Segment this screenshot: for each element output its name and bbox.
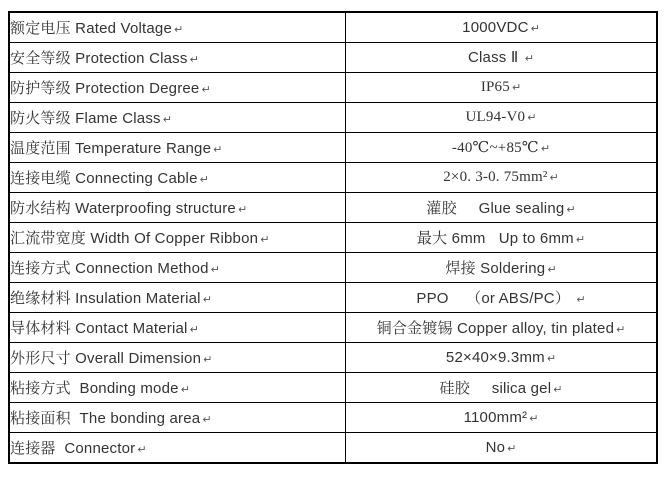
spec-value-text: 最大 6mm Up to 6mm <box>416 229 574 247</box>
spec-label-waterproofing <box>9 192 346 222</box>
spec-label-connector <box>9 432 346 463</box>
spec-label-text: 温度范围 Temperature Range <box>10 139 212 157</box>
paragraph-mark-icon: ↵ <box>527 112 537 125</box>
paragraph-mark-icon: ↵ <box>576 293 586 306</box>
spec-value-text: PPO （or ABS/PC） <box>416 289 575 307</box>
table-row <box>9 402 657 432</box>
paragraph-mark-icon: ↵ <box>180 383 190 396</box>
paragraph-mark-icon: ↵ <box>202 413 212 426</box>
spec-value-ribbon-width <box>346 222 658 252</box>
table-row <box>9 162 657 192</box>
spec-label-overall-dimension <box>9 342 346 372</box>
paragraph-mark-icon: ↵ <box>575 233 586 246</box>
spec-label-text: 连接方式 Connection Method <box>10 259 209 277</box>
spec-label-connection-method <box>9 252 346 282</box>
spec-label-bonding-area <box>9 402 346 432</box>
spec-label-text: 粘接方式 Bonding mode <box>10 379 179 397</box>
paragraph-mark-icon: ↵ <box>507 442 517 455</box>
paragraph-mark-icon: ↵ <box>199 173 209 186</box>
spec-label-contact-material <box>9 312 346 342</box>
table-row <box>9 282 657 312</box>
spec-value-temperature-range <box>346 132 658 162</box>
paragraph-mark-icon: ↵ <box>524 53 535 66</box>
spec-value-text: 2×0. 3-0. 75mm² <box>443 169 548 186</box>
spec-value-connecting-cable <box>346 162 658 192</box>
spec-value-bonding-mode <box>346 372 658 402</box>
spec-value-text: No <box>485 438 506 456</box>
spec-value-waterproofing <box>346 192 658 222</box>
table-row <box>9 12 657 43</box>
spec-label-text: 粘接面积 The bonding area <box>10 409 201 427</box>
specification-table <box>8 11 658 464</box>
spec-label-text: 绝缘材料 Insulation Material <box>10 289 201 307</box>
spec-label-text: 额定电压 Rated Voltage <box>10 20 173 37</box>
spec-value-text: 硅胶 silica gel <box>439 379 552 397</box>
paragraph-mark-icon: ↵ <box>530 23 540 35</box>
spec-label-text: 连接器 Connector <box>10 439 136 457</box>
spec-label-rated-voltage <box>9 12 346 43</box>
spec-label-text: 防火等级 Flame Class <box>10 109 161 127</box>
spec-label-protection-degree <box>9 72 346 102</box>
table-row <box>9 312 657 342</box>
paragraph-mark-icon: ↵ <box>210 263 220 276</box>
spec-value-text: 铜合金镀锡 Copper alloy, tin plated <box>376 319 615 337</box>
spec-value-connection-method <box>346 252 658 282</box>
spec-label-flame-class <box>9 102 346 132</box>
spec-value-contact-material <box>346 312 658 342</box>
table-row <box>9 132 657 162</box>
spec-value-text: 灌胶 Glue sealing <box>426 199 565 217</box>
table-row <box>9 43 657 73</box>
paragraph-mark-icon: ↵ <box>547 263 557 276</box>
spec-value-text: 焊接 Soldering <box>445 259 546 277</box>
table-row <box>9 222 657 252</box>
paragraph-mark-icon: ↵ <box>203 353 213 366</box>
spec-label-insulation-material <box>9 282 346 312</box>
paragraph-mark-icon: ↵ <box>237 203 248 216</box>
paragraph-mark-icon: ↵ <box>137 443 147 456</box>
paragraph-mark-icon: ↵ <box>616 323 626 336</box>
paragraph-mark-icon: ↵ <box>213 143 223 156</box>
spec-label-text: 导体材料 Contact Material <box>10 319 188 337</box>
paragraph-mark-icon: ↵ <box>540 142 551 155</box>
spec-value-text: Class Ⅱ <box>467 49 523 67</box>
paragraph-mark-icon: ↵ <box>260 233 270 246</box>
spec-value-bonding-area <box>346 402 658 432</box>
paragraph-mark-icon: ↵ <box>201 83 211 96</box>
spec-label-text: 连接电缆 Connecting Cable <box>10 169 198 187</box>
paragraph-mark-icon: ↵ <box>529 412 539 425</box>
spec-label-text: 防水结构 Waterproofing structure <box>10 199 236 217</box>
spec-value-connector <box>346 432 658 463</box>
spec-value-text: 52×40×9.3mm <box>445 348 545 366</box>
spec-value-text: 1000VDC <box>462 19 529 36</box>
table-row <box>9 102 657 132</box>
spec-value-text: UL94-V0 <box>465 109 526 126</box>
table-row <box>9 342 657 372</box>
paragraph-mark-icon: ↵ <box>189 323 199 336</box>
spec-value-flame-class <box>346 102 658 132</box>
spec-label-ribbon-width <box>9 222 346 252</box>
spec-value-rated-voltage <box>346 12 658 43</box>
paragraph-mark-icon: ↵ <box>202 293 212 306</box>
paragraph-mark-icon: ↵ <box>511 82 522 95</box>
table-row <box>9 72 657 102</box>
spec-value-protection-degree <box>346 72 658 102</box>
paragraph-mark-icon: ↵ <box>174 24 184 36</box>
paragraph-mark-icon: ↵ <box>546 352 557 365</box>
paragraph-mark-icon: ↵ <box>189 53 199 66</box>
paragraph-mark-icon: ↵ <box>162 113 172 126</box>
spec-label-bonding-mode <box>9 372 346 402</box>
spec-label-protection-class <box>9 43 346 73</box>
paragraph-mark-icon: ↵ <box>549 172 559 185</box>
spec-label-temperature-range <box>9 132 346 162</box>
spec-label-text: 安全等级 Protection Class <box>10 49 188 67</box>
spec-label-text: 防护等级 Protection Degree <box>10 79 200 97</box>
spec-label-connecting-cable <box>9 162 346 192</box>
spec-value-text: 1100mm² <box>463 408 528 426</box>
spec-value-overall-dimension <box>346 342 658 372</box>
table-row <box>9 432 657 463</box>
spec-value-protection-class <box>346 43 658 73</box>
paragraph-mark-icon: ↵ <box>553 383 563 396</box>
spec-label-text: 外形尺寸 Overall Dimension <box>10 349 202 367</box>
table-row <box>9 372 657 402</box>
spec-label-text: 汇流带宽度 Width Of Copper Ribbon <box>10 229 259 247</box>
spec-value-insulation-material <box>346 282 658 312</box>
paragraph-mark-icon: ↵ <box>566 203 576 216</box>
table-row <box>9 192 657 222</box>
table-row <box>9 252 657 282</box>
spec-value-text: IP65 <box>480 79 510 96</box>
spec-value-text: -40℃~+85℃ <box>451 139 539 156</box>
